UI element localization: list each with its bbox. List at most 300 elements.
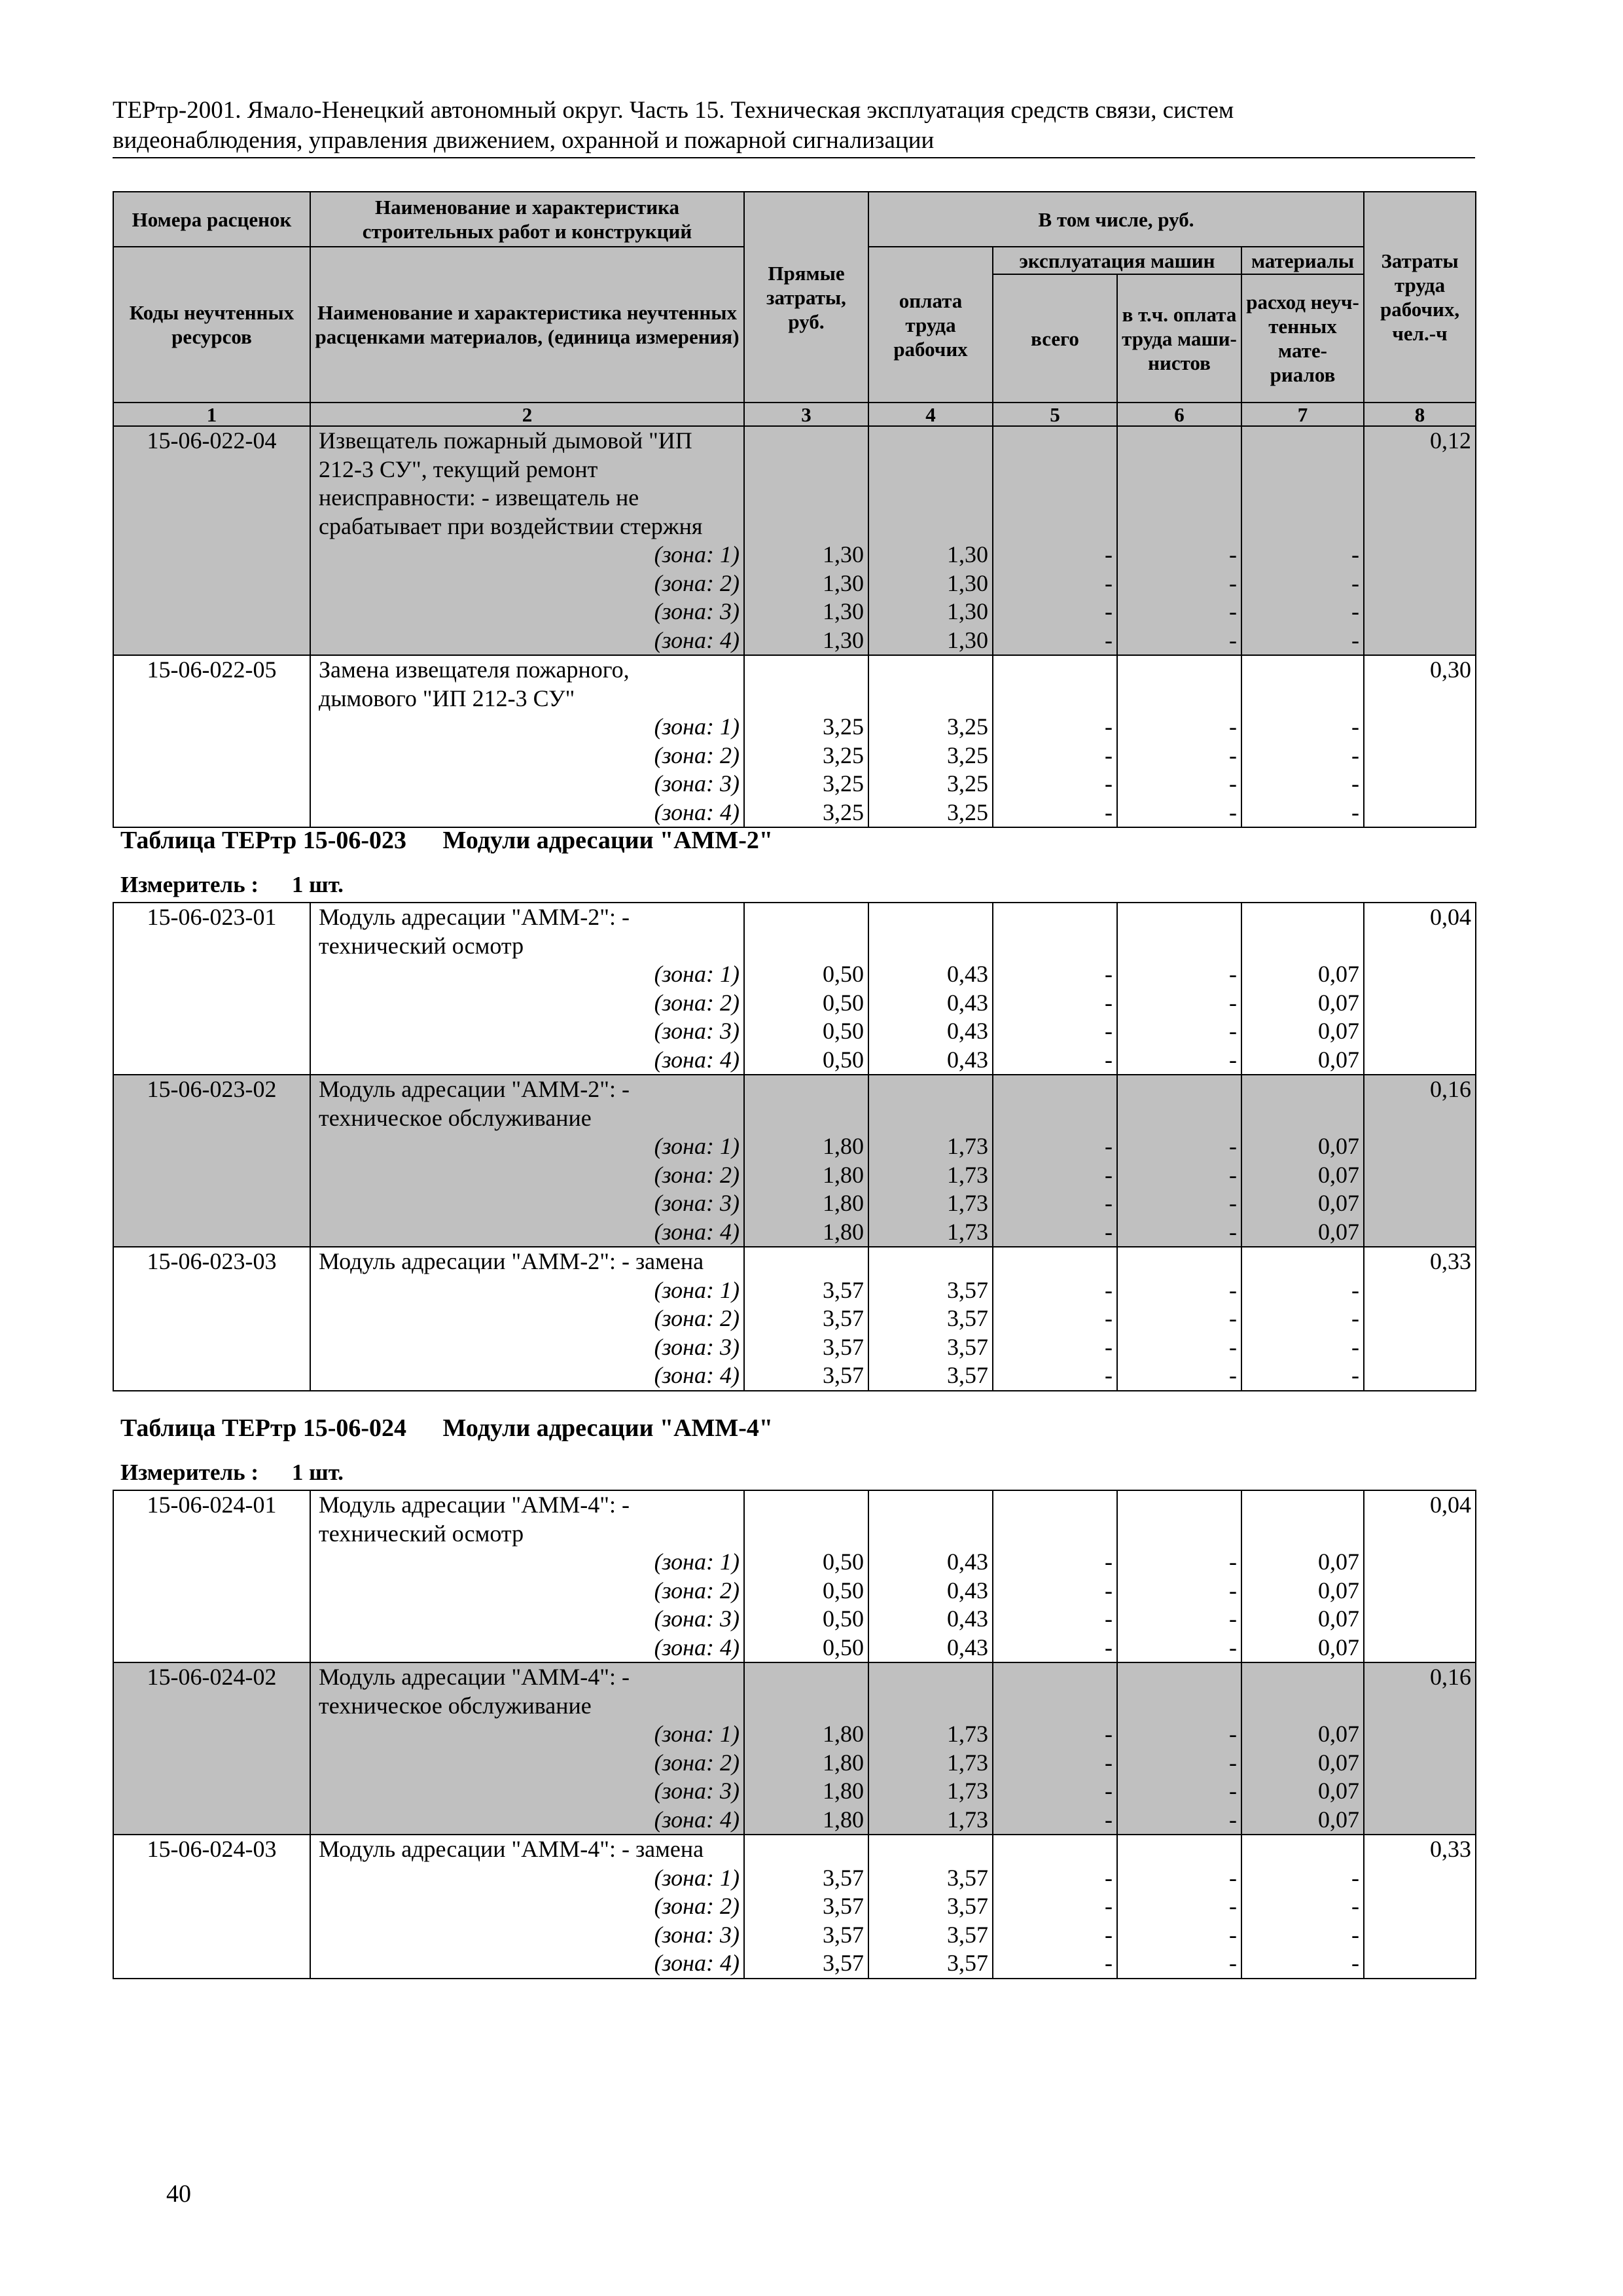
rates-table-022	[113, 191, 1476, 828]
spacer	[1246, 484, 1359, 512]
value-machines: -	[1105, 626, 1113, 653]
rate-name-line: неисправности: - извещатель не	[319, 484, 639, 511]
value-materials: -	[1351, 798, 1360, 825]
value-operators: -	[1229, 541, 1237, 567]
zone-label: (зона: 2)	[654, 989, 740, 1016]
col-head-vtch: в т.ч. оплата труда маши-нистов	[1117, 274, 1241, 403]
col-head-kody: Коды неучтенных ресурсов	[113, 247, 310, 403]
value-materials: 0,07	[1318, 1218, 1359, 1245]
section-title-023	[120, 826, 773, 855]
rate-code: 15-06-023-03	[113, 1247, 310, 1391]
cell-labor	[868, 1490, 993, 1662]
cell-direct	[744, 1075, 868, 1247]
spacer	[1246, 1520, 1359, 1549]
rate-name-line: дымового "ИП 212-3 СУ"	[319, 685, 575, 711]
value-machines: -	[1105, 989, 1113, 1016]
spacer	[749, 1692, 864, 1721]
spacer	[1246, 1104, 1359, 1133]
value-labor: 3,57	[947, 1333, 988, 1360]
value-machines: -	[1105, 541, 1113, 567]
value-operators: -	[1229, 1218, 1237, 1245]
value-materials: -	[1351, 1921, 1359, 1948]
value-direct: 1,80	[823, 1721, 864, 1747]
cell-machines	[993, 1490, 1117, 1662]
rate-name-cell	[310, 1075, 744, 1247]
value-machines: -	[1105, 713, 1113, 740]
value-operators: -	[1229, 1333, 1237, 1360]
value-labor: 0,43	[947, 1549, 988, 1575]
spacer	[997, 1104, 1113, 1133]
value-operators: -	[1229, 1634, 1237, 1660]
value-machines: -	[1105, 1362, 1113, 1388]
table-row	[113, 1835, 1476, 1979]
value-direct: 0,50	[823, 1634, 864, 1660]
value-operators: -	[1229, 1133, 1237, 1159]
value-operators: -	[1229, 1921, 1237, 1948]
value-labor: 1,30	[947, 626, 988, 653]
cell-direct	[744, 1662, 868, 1835]
value-machines: -	[1105, 598, 1113, 624]
rate-name-cell	[310, 1835, 744, 1979]
cell-machines	[993, 655, 1117, 827]
value-direct: 0,50	[823, 1605, 864, 1632]
value-materials: 0,07	[1318, 1018, 1359, 1044]
value-materials: -	[1351, 1864, 1359, 1891]
rates-table-023	[113, 902, 1476, 1391]
spacer	[873, 656, 988, 685]
spacer	[1246, 685, 1359, 713]
spacer	[1122, 903, 1237, 932]
table-label: Таблица ТЕРтр 15-06-024	[120, 1414, 407, 1442]
spacer	[749, 1491, 864, 1520]
value-operators: -	[1229, 989, 1237, 1016]
value-machines: -	[1105, 1133, 1113, 1159]
spacer	[1122, 456, 1237, 484]
spacer	[997, 1520, 1113, 1549]
value-machines: -	[1105, 1778, 1113, 1804]
cell-operators	[1117, 1490, 1241, 1662]
spacer	[997, 685, 1113, 713]
spacer	[749, 427, 864, 456]
value-machines: -	[1105, 1950, 1113, 1976]
value-materials: 0,07	[1318, 1577, 1359, 1604]
spacer	[997, 456, 1113, 484]
spacer	[749, 456, 864, 484]
cell-labor	[868, 1075, 993, 1247]
value-direct: 1,80	[823, 1806, 864, 1833]
spacer	[1122, 484, 1237, 512]
value-operators: -	[1229, 1190, 1237, 1216]
value-materials: -	[1351, 742, 1360, 768]
spacer	[749, 484, 864, 512]
zone-label: (зона: 4)	[654, 1634, 740, 1660]
rate-name-line: Модуль адресации "АММ-4": -	[319, 1492, 630, 1518]
spacer	[873, 1104, 988, 1133]
value-labor: 1,73	[947, 1190, 988, 1216]
zone-label: (зона: 3)	[654, 1018, 740, 1044]
cell-materials	[1241, 1075, 1364, 1247]
zone-label: (зона: 2)	[654, 1749, 740, 1776]
value-machines: -	[1105, 1634, 1113, 1660]
spacer	[873, 427, 988, 456]
cell-materials	[1241, 426, 1364, 655]
measure-023	[120, 872, 344, 898]
value-operators: -	[1229, 1864, 1237, 1891]
cell-operators	[1117, 1075, 1241, 1247]
col-head-naim1: Наименование и характеристика строительных работ и конструкций	[310, 192, 744, 247]
spacer	[1246, 932, 1359, 961]
col-head-naim2: Наименование и характеристика неучтенных расценками материалов, (единица измерения)	[310, 247, 744, 403]
labor-hours: 0,33	[1364, 1247, 1476, 1391]
spacer	[1122, 685, 1237, 713]
value-labor: 1,73	[947, 1721, 988, 1747]
value-labor: 0,43	[947, 1605, 988, 1632]
value-direct: 3,57	[823, 1950, 864, 1976]
zone-label: (зона: 4)	[654, 1950, 740, 1976]
page-header	[113, 96, 1475, 158]
zone-label: (зона: 4)	[654, 1362, 740, 1388]
rates-table-024	[113, 1490, 1476, 1979]
rate-name-cell	[310, 1247, 744, 1391]
cell-operators	[1117, 426, 1241, 655]
spacer	[1122, 1835, 1237, 1864]
header-line-1: ТЕРтр-2001. Ямало-Ненецкий автономный округ. Часть 15. Техническая эксплуатация средств связи, систем	[113, 97, 1234, 124]
value-operators: -	[1229, 1577, 1237, 1604]
rate-name-cell	[310, 1662, 744, 1835]
col-head-ekspl: эксплуатация машин	[993, 247, 1241, 274]
value-operators: -	[1229, 1778, 1237, 1804]
value-labor: 0,43	[947, 1577, 988, 1604]
zone-label: (зона: 1)	[654, 1549, 740, 1575]
cell-machines	[993, 1662, 1117, 1835]
spacer	[873, 1835, 988, 1864]
spacer	[1246, 656, 1359, 685]
value-labor: 0,43	[947, 1046, 988, 1073]
cell-direct	[744, 903, 868, 1075]
labor-hours: 0,12	[1364, 426, 1476, 655]
spacer	[997, 656, 1113, 685]
value-materials: 0,07	[1318, 1133, 1359, 1159]
value-materials: -	[1351, 1305, 1359, 1331]
value-operators: -	[1229, 770, 1237, 797]
value-labor: 3,57	[947, 1305, 988, 1331]
cell-materials	[1241, 1835, 1364, 1979]
value-direct: 1,80	[823, 1161, 864, 1188]
zone-label: (зона: 1)	[654, 961, 740, 987]
cell-materials	[1241, 1247, 1364, 1391]
value-direct: 0,50	[823, 961, 864, 987]
zone-label: (зона: 3)	[654, 1605, 740, 1632]
value-direct: 1,30	[823, 569, 864, 596]
value-operators: -	[1229, 1161, 1237, 1188]
cell-labor	[868, 655, 993, 827]
value-machines: -	[1105, 1806, 1113, 1833]
spacer	[749, 1663, 864, 1692]
spacer	[749, 685, 864, 713]
zone-label: (зона: 4)	[654, 626, 740, 653]
spacer	[1122, 1663, 1237, 1692]
spacer	[1122, 512, 1237, 541]
zone-label: (зона: 4)	[654, 1046, 740, 1073]
cell-operators	[1117, 903, 1241, 1075]
value-machines: -	[1105, 1577, 1113, 1604]
value-materials: -	[1351, 713, 1360, 740]
spacer	[749, 1520, 864, 1549]
cell-labor	[868, 1835, 993, 1979]
zone-label: (зона: 2)	[654, 742, 740, 768]
value-direct: 3,57	[823, 1921, 864, 1948]
value-labor: 1,73	[947, 1778, 988, 1804]
value-materials: 0,07	[1318, 961, 1359, 987]
value-machines: -	[1105, 798, 1113, 825]
value-machines: -	[1105, 1305, 1113, 1331]
spacer	[1246, 512, 1359, 541]
spacer	[1122, 1692, 1237, 1721]
value-operators: -	[1229, 626, 1237, 653]
spacer	[997, 427, 1113, 456]
spacer	[873, 484, 988, 512]
value-direct: 0,50	[823, 1018, 864, 1044]
spacer	[997, 1075, 1113, 1104]
page-number: 40	[166, 2180, 191, 2208]
cell-materials	[1241, 903, 1364, 1075]
rate-name-line: Модуль адресации "АММ-2": -	[319, 1076, 630, 1102]
measure-label: Измеритель :	[120, 872, 259, 897]
value-direct: 3,57	[823, 1864, 864, 1891]
value-direct: 0,50	[823, 1577, 864, 1604]
spacer	[873, 932, 988, 961]
spacer	[1246, 903, 1359, 932]
zone-label: (зона: 3)	[654, 1190, 740, 1216]
table-header	[113, 192, 1476, 426]
col-num-8: 8	[1364, 403, 1476, 426]
value-machines: -	[1105, 1721, 1113, 1747]
spacer	[1246, 1835, 1359, 1864]
measure-value: 1 шт.	[291, 872, 344, 897]
value-direct: 0,50	[823, 989, 864, 1016]
rate-name-line: 212-3 СУ", текущий ремонт	[319, 456, 598, 482]
value-labor: 1,30	[947, 598, 988, 624]
cell-labor	[868, 903, 993, 1075]
value-labor: 3,57	[947, 1950, 988, 1976]
value-direct: 3,57	[823, 1362, 864, 1388]
value-machines: -	[1105, 1749, 1113, 1776]
zone-label: (зона: 3)	[654, 1921, 740, 1948]
value-materials: 0,07	[1318, 989, 1359, 1016]
spacer	[997, 1247, 1113, 1276]
value-labor: 1,30	[947, 569, 988, 596]
measure-value: 1 шт.	[291, 1460, 344, 1485]
labor-hours: 0,16	[1364, 1662, 1476, 1835]
value-operators: -	[1229, 1721, 1237, 1747]
value-operators: -	[1229, 1046, 1237, 1073]
spacer	[1246, 1075, 1359, 1104]
value-materials: -	[1351, 626, 1360, 653]
rate-code: 15-06-023-02	[113, 1075, 310, 1247]
value-operators: -	[1229, 1893, 1237, 1919]
col-head-v-tom-chisle: В том числе, руб.	[868, 192, 1364, 247]
value-labor: 1,30	[947, 541, 988, 567]
spacer	[873, 903, 988, 932]
value-materials: 0,07	[1318, 1721, 1359, 1747]
value-direct: 1,80	[823, 1218, 864, 1245]
value-materials: -	[1351, 598, 1360, 624]
rate-code: 15-06-024-02	[113, 1662, 310, 1835]
spacer	[997, 1835, 1113, 1864]
table-row	[113, 903, 1476, 1075]
rate-name-line: Модуль адресации "АММ-2": -	[319, 904, 630, 930]
spacer	[749, 1835, 864, 1864]
cell-direct	[744, 655, 868, 827]
measure-024	[120, 1460, 344, 1486]
col-head-vsego: всего	[993, 274, 1117, 403]
col-num-3: 3	[744, 403, 868, 426]
col-head-pryamye: Прямые затраты, руб.	[744, 192, 868, 403]
value-materials: 0,07	[1318, 1046, 1359, 1073]
value-labor: 1,73	[947, 1161, 988, 1188]
value-materials: -	[1351, 1893, 1359, 1919]
value-operators: -	[1229, 1950, 1237, 1976]
rate-name-line: технический осмотр	[319, 932, 524, 959]
cell-machines	[993, 903, 1117, 1075]
spacer	[997, 1663, 1113, 1692]
value-machines: -	[1105, 1893, 1113, 1919]
spacer	[749, 932, 864, 961]
rate-code: 15-06-022-04	[113, 426, 310, 655]
rate-name-line: Модуль адресации "АММ-4": -	[319, 1664, 630, 1690]
table-row	[113, 426, 1476, 655]
spacer	[749, 1075, 864, 1104]
zone-label: (зона: 4)	[654, 1806, 740, 1833]
spacer	[1122, 1247, 1237, 1276]
value-labor: 3,25	[947, 742, 988, 768]
cell-machines	[993, 426, 1117, 655]
spacer	[1122, 1491, 1237, 1520]
value-operators: -	[1229, 1806, 1237, 1833]
col-head-nomera: Номера расценок	[113, 192, 310, 247]
value-direct: 0,50	[823, 1549, 864, 1575]
cell-direct	[744, 1490, 868, 1662]
zone-label: (зона: 1)	[654, 541, 740, 567]
value-direct: 1,30	[823, 626, 864, 653]
value-labor: 3,57	[947, 1864, 988, 1891]
value-machines: -	[1105, 961, 1113, 987]
value-direct: 3,25	[823, 742, 864, 768]
rate-code: 15-06-024-01	[113, 1490, 310, 1662]
cell-operators	[1117, 1662, 1241, 1835]
value-machines: -	[1105, 1190, 1113, 1216]
col-num-5: 5	[993, 403, 1117, 426]
value-materials: 0,07	[1318, 1190, 1359, 1216]
value-machines: -	[1105, 1864, 1113, 1891]
spacer	[997, 1491, 1113, 1520]
spacer	[1246, 456, 1359, 484]
zone-label: (зона: 2)	[654, 569, 740, 596]
value-materials: 0,07	[1318, 1806, 1359, 1833]
value-labor: 3,57	[947, 1893, 988, 1919]
spacer	[749, 656, 864, 685]
zone-label: (зона: 3)	[654, 1778, 740, 1804]
rate-name-cell	[310, 655, 744, 827]
value-direct: 3,57	[823, 1333, 864, 1360]
spacer	[873, 456, 988, 484]
value-labor: 0,43	[947, 961, 988, 987]
col-num-6: 6	[1117, 403, 1241, 426]
table-row	[113, 655, 1476, 827]
rate-name-line: Извещатель пожарный дымовой "ИП	[319, 427, 692, 454]
spacer	[749, 512, 864, 541]
spacer	[873, 1663, 988, 1692]
cell-machines	[993, 1075, 1117, 1247]
value-labor: 0,43	[947, 1634, 988, 1660]
value-operators: -	[1229, 569, 1237, 596]
spacer	[873, 685, 988, 713]
value-machines: -	[1105, 1921, 1113, 1948]
spacer	[997, 932, 1113, 961]
rate-name-cell	[310, 426, 744, 655]
cell-operators	[1117, 1247, 1241, 1391]
value-direct: 1,80	[823, 1133, 864, 1159]
value-materials: -	[1351, 1950, 1359, 1976]
value-operators: -	[1229, 798, 1237, 825]
col-head-zatraty: Затраты труда рабочих, чел.-ч	[1364, 192, 1476, 403]
labor-hours: 0,04	[1364, 1490, 1476, 1662]
zone-label: (зона: 1)	[654, 1864, 740, 1891]
col-num-2: 2	[310, 403, 744, 426]
value-operators: -	[1229, 1749, 1237, 1776]
value-direct: 3,57	[823, 1305, 864, 1331]
value-labor: 3,57	[947, 1921, 988, 1948]
spacer	[873, 512, 988, 541]
rate-name-line: срабатывает при воздействии стержня	[319, 512, 703, 539]
cell-direct	[744, 1247, 868, 1391]
spacer	[749, 1247, 864, 1276]
value-direct: 1,30	[823, 598, 864, 624]
table-body-024	[113, 1490, 1476, 1979]
rate-name-line: техническое обслуживание	[319, 1692, 592, 1719]
value-machines: -	[1105, 1549, 1113, 1575]
value-labor: 3,57	[947, 1276, 988, 1303]
labor-hours: 0,16	[1364, 1075, 1476, 1247]
value-materials: 0,07	[1318, 1749, 1359, 1776]
cell-machines	[993, 1835, 1117, 1979]
value-operators: -	[1229, 713, 1237, 740]
cell-operators	[1117, 655, 1241, 827]
value-materials: -	[1351, 1362, 1359, 1388]
spacer	[997, 903, 1113, 932]
value-direct: 1,80	[823, 1778, 864, 1804]
value-labor: 1,73	[947, 1749, 988, 1776]
spacer	[1246, 1247, 1359, 1276]
value-direct: 3,25	[823, 770, 864, 797]
cell-materials	[1241, 1662, 1364, 1835]
value-materials: -	[1351, 1333, 1359, 1360]
value-direct: 3,57	[823, 1276, 864, 1303]
spacer	[873, 1692, 988, 1721]
rate-name-line: технический осмотр	[319, 1520, 524, 1547]
spacer	[997, 512, 1113, 541]
zone-label: (зона: 3)	[654, 598, 740, 624]
zone-label: (зона: 4)	[654, 1218, 740, 1245]
spacer	[873, 1491, 988, 1520]
labor-hours: 0,04	[1364, 903, 1476, 1075]
rate-name-line: Модуль адресации "АММ-4": - замена	[319, 1836, 704, 1862]
value-machines: -	[1105, 770, 1113, 797]
spacer	[873, 1247, 988, 1276]
value-labor: 1,73	[947, 1806, 988, 1833]
zone-label: (зона: 2)	[654, 1161, 740, 1188]
spacer	[1122, 427, 1237, 456]
